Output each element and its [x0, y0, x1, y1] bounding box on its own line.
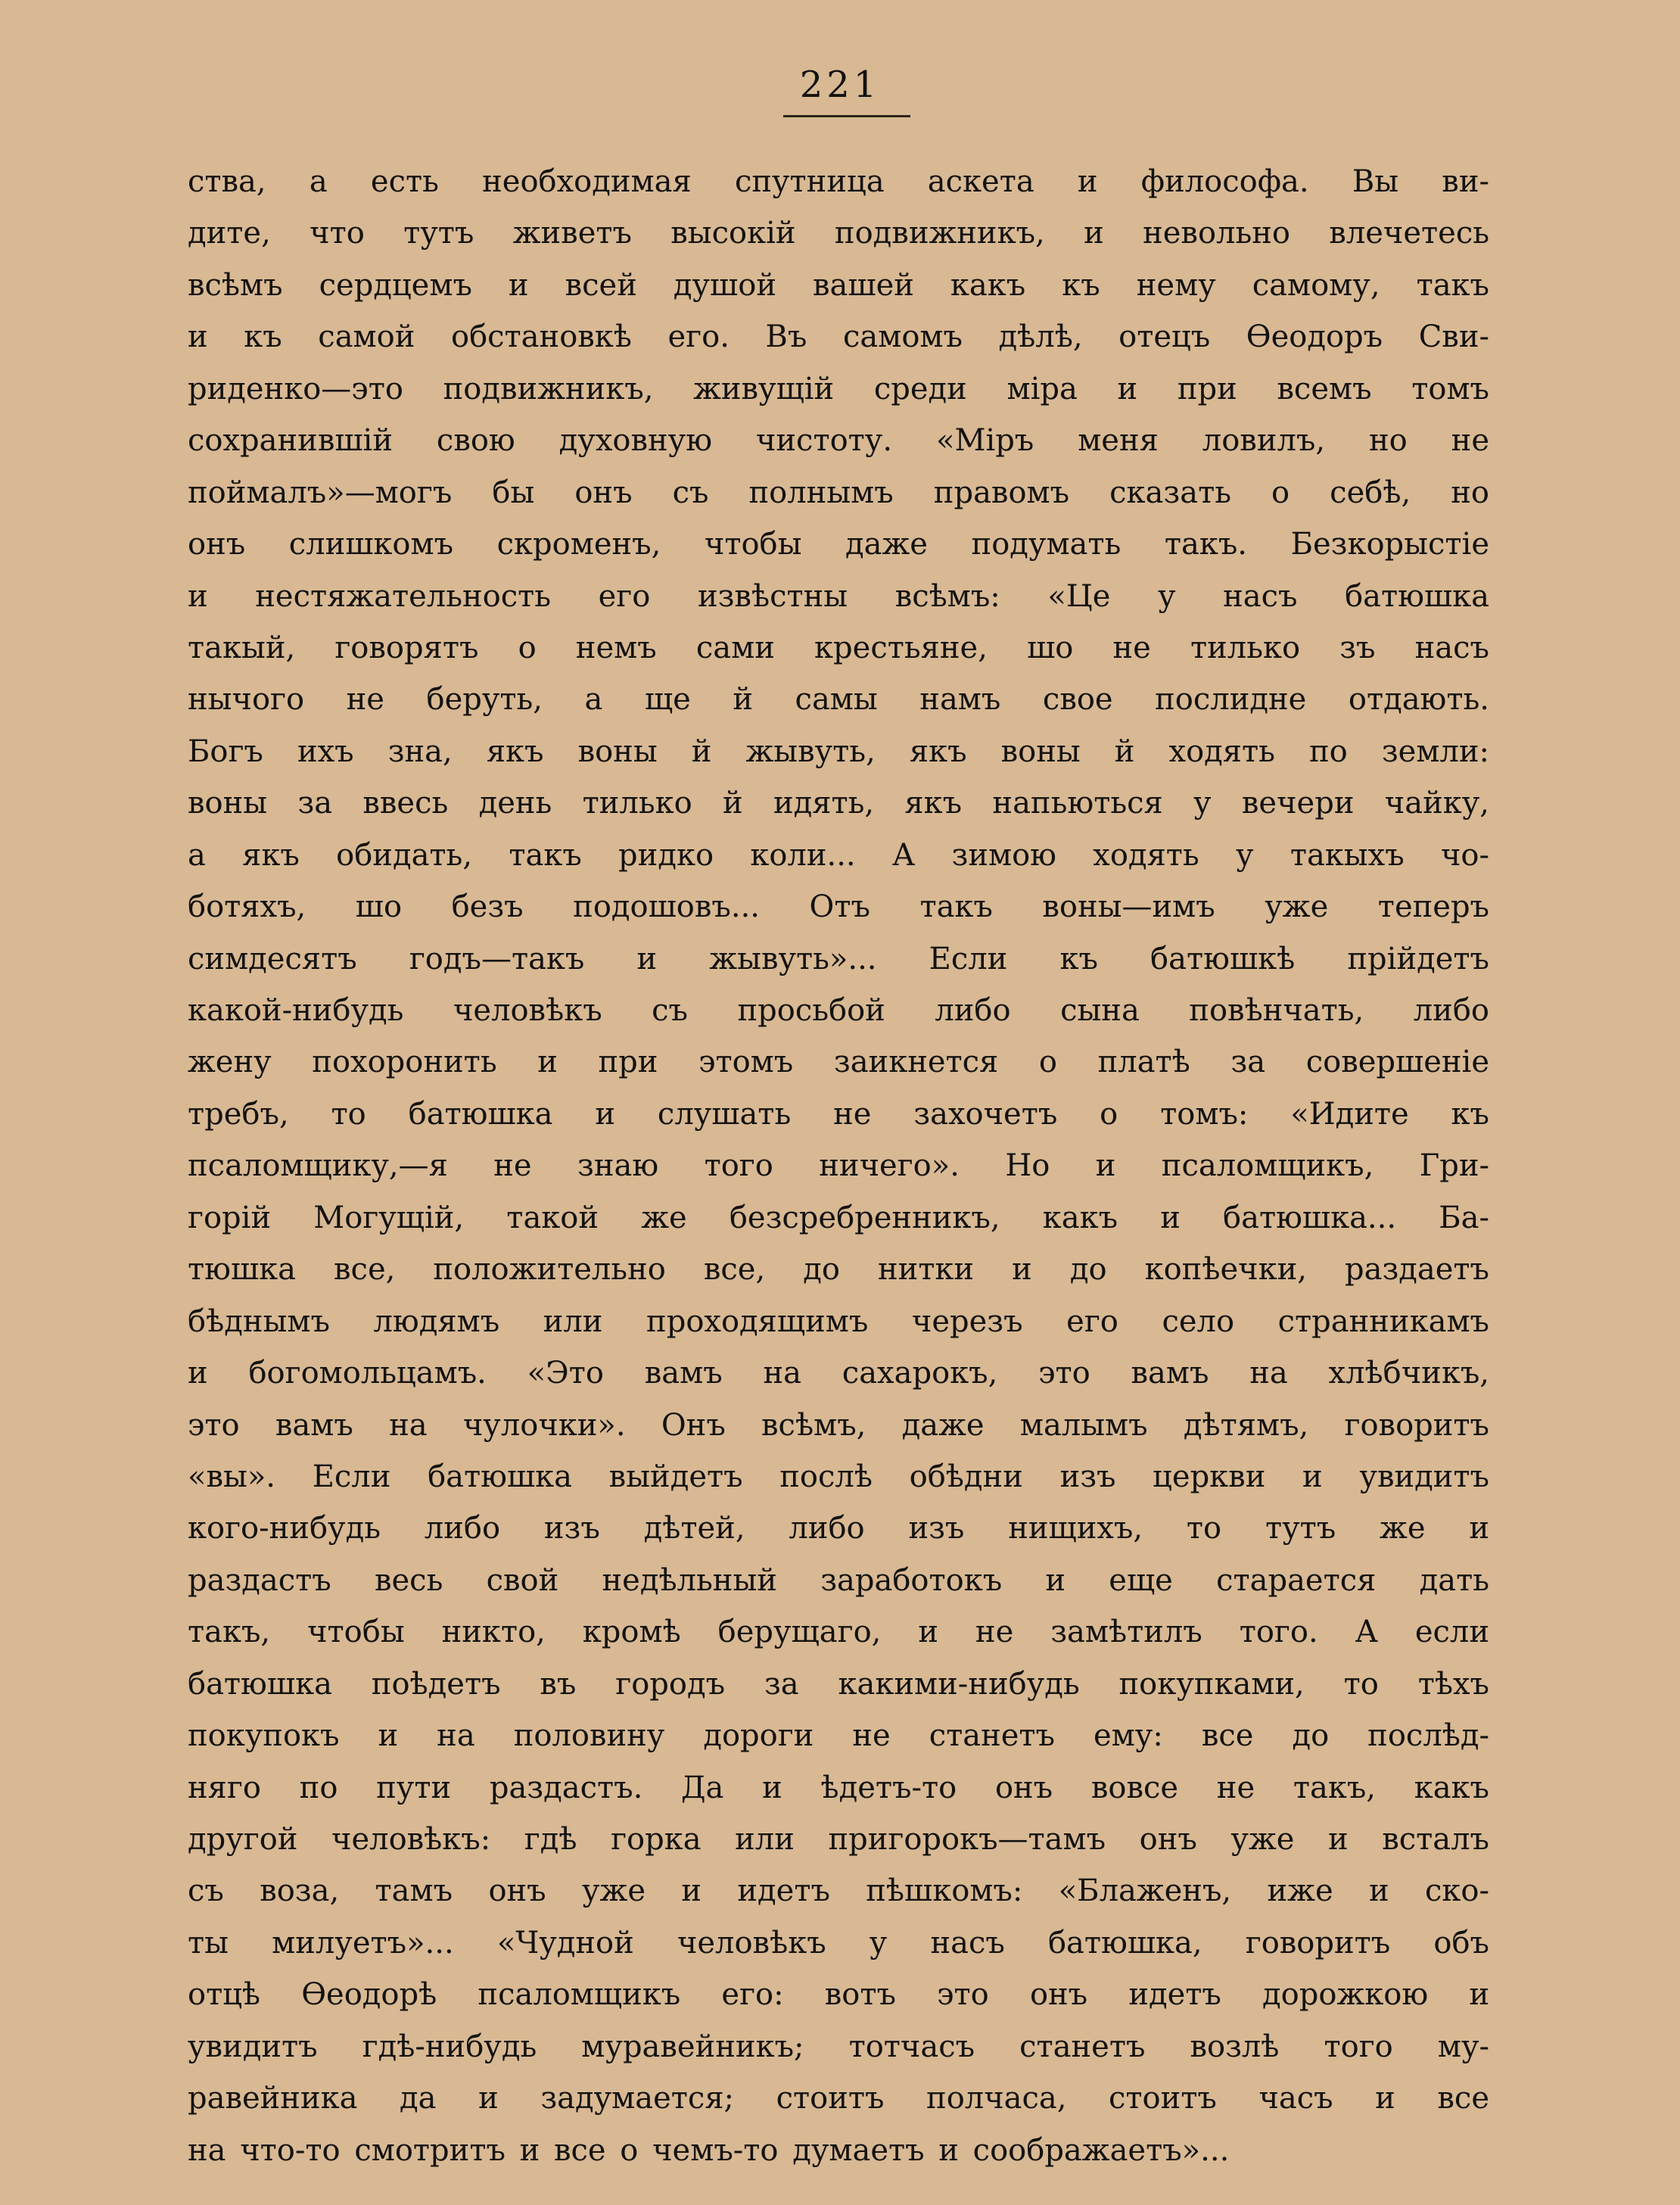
- text-line: такый, говорятъ о немъ сами крестьяне, шо не тилько зъ насъ: [188, 630, 1489, 665]
- text-line: риденко—это подвижникъ, живущій среди міра и при всемъ томъ: [188, 371, 1489, 406]
- text-line: симдесятъ годъ—такъ и жывуть»... Если къ батюшкѣ прійдетъ: [188, 941, 1489, 976]
- text-line: воны за ввесь день тилько й идять, якъ напьються у вечери чайку,: [188, 786, 1489, 821]
- text-line: няго по пути раздастъ. Да и ѣдетъ-то онъ вовсе не такъ, какъ: [188, 1770, 1489, 1805]
- text-line: такъ, чтобы никто, кромѣ берущаго, и не замѣтилъ того. А если: [188, 1615, 1489, 1650]
- text-line: поймалъ»—могъ бы онъ съ полнымъ правомъ сказать о себѣ, но: [188, 475, 1489, 510]
- text-line: покупокъ и на половину дороги не станетъ ему: все до послѣд-: [188, 1718, 1489, 1754]
- text-line: нычого не беруть, а ще й самы намъ свое послидне отдають.: [188, 682, 1489, 718]
- text-line: псаломщику,—я не знаю того ничего». Но и псаломщикъ, Гри-: [188, 1148, 1489, 1184]
- text-line: дите, что тутъ живетъ высокій подвижникъ, и невольно влечетесь: [188, 216, 1489, 251]
- text-line: другой человѣкъ: гдѣ горка или пригорокъ—тамъ онъ уже и всталъ: [188, 1822, 1489, 1857]
- text-line: «вы». Если батюшка выйдетъ послѣ обѣдни изъ церкви и увидитъ: [188, 1459, 1489, 1494]
- text-line: а якъ обидать, такъ ридко коли... А зимою ходять у такыхъ чо-: [188, 837, 1489, 873]
- body-text: [188, 156, 1489, 2176]
- text-line: онъ слишкомъ скроменъ, чтобы даже подумать такъ. Безкорыстіе: [188, 527, 1489, 562]
- page-number: 221: [799, 64, 881, 106]
- text-line: горій Могущій, такой же безсребренникъ, какъ и батюшка... Ба-: [188, 1200, 1489, 1235]
- text-line: ты милуетъ»... «Чудной человѣкъ у насъ батюшка, говоритъ объ: [188, 1925, 1489, 1961]
- page-number-rule: [783, 115, 910, 117]
- text-line: и нестяжательность его извѣстны всѣмъ: «Це у насъ батюшка: [188, 578, 1489, 614]
- text-line: и богомольцамъ. «Это вамъ на сахарокъ, это вамъ на хлѣбчикъ,: [188, 1356, 1489, 1391]
- text-line: равейника да и задумается; стоитъ полчаса, стоитъ часъ и все: [188, 2081, 1489, 2116]
- text-line: и къ самой обстановкѣ его. Въ самомъ дѣлѣ, отецъ Ѳеодоръ Сви-: [188, 319, 1489, 355]
- text-line: какой-нибудь человѣкъ съ просьбой либо сына повѣнчать, либо: [188, 993, 1489, 1028]
- text-line: съ воза, тамъ онъ уже и идетъ пѣшкомъ: «Блаженъ, иже и ско-: [188, 1873, 1489, 1909]
- text-line: тюшка все, положительно все, до нитки и до копѣечки, раздаетъ: [188, 1252, 1489, 1288]
- text-line: батюшка поѣдетъ въ городъ за какими-нибудь покупками, то тѣхъ: [188, 1666, 1489, 1702]
- text-line-last: на что-то смотритъ и все о чемъ-то думаетъ и соображаетъ»...: [188, 2132, 1230, 2168]
- text-line: бѣднымъ людямъ или проходящимъ черезъ его село странникамъ: [188, 1303, 1489, 1339]
- text-line: всѣмъ сердцемъ и всей душой вашей какъ къ нему самому, такъ: [188, 267, 1489, 303]
- text-line: кого-нибудь либо изъ дѣтей, либо изъ нищихъ, то тутъ же и: [188, 1511, 1489, 1546]
- text-line: Богъ ихъ зна, якъ воны й жывуть, якъ воны й ходять по земли:: [188, 733, 1489, 769]
- text-line: раздастъ весь свой недѣльный заработокъ и еще старается дать: [188, 1562, 1489, 1598]
- text-line: сохранившій свою духовную чистоту. «Міръ меня ловилъ, но не: [188, 423, 1489, 459]
- text-line: ства, а есть необходимая спутница аскета и философа. Вы ви-: [188, 164, 1489, 199]
- text-line: требъ, то батюшка и слушать не захочетъ о томъ: «Идите къ: [188, 1096, 1489, 1132]
- text-line: это вамъ на чулочки». Онъ всѣмъ, даже малымъ дѣтямъ, говоритъ: [188, 1407, 1489, 1443]
- text-line: отцѣ Ѳеодорѣ псаломщикъ его: вотъ это онъ идетъ дорожкою и: [188, 1977, 1489, 2013]
- text-line: увидитъ гдѣ-нибудь муравейникъ; тотчасъ станетъ возлѣ того му-: [188, 2029, 1489, 2064]
- text-line: ботяхъ, шо безъ подошовъ... Отъ такъ воны—имъ уже теперъ: [188, 889, 1489, 925]
- text-line: жену похоронить и при этомъ заикнется о платѣ за совершеніе: [188, 1045, 1489, 1080]
